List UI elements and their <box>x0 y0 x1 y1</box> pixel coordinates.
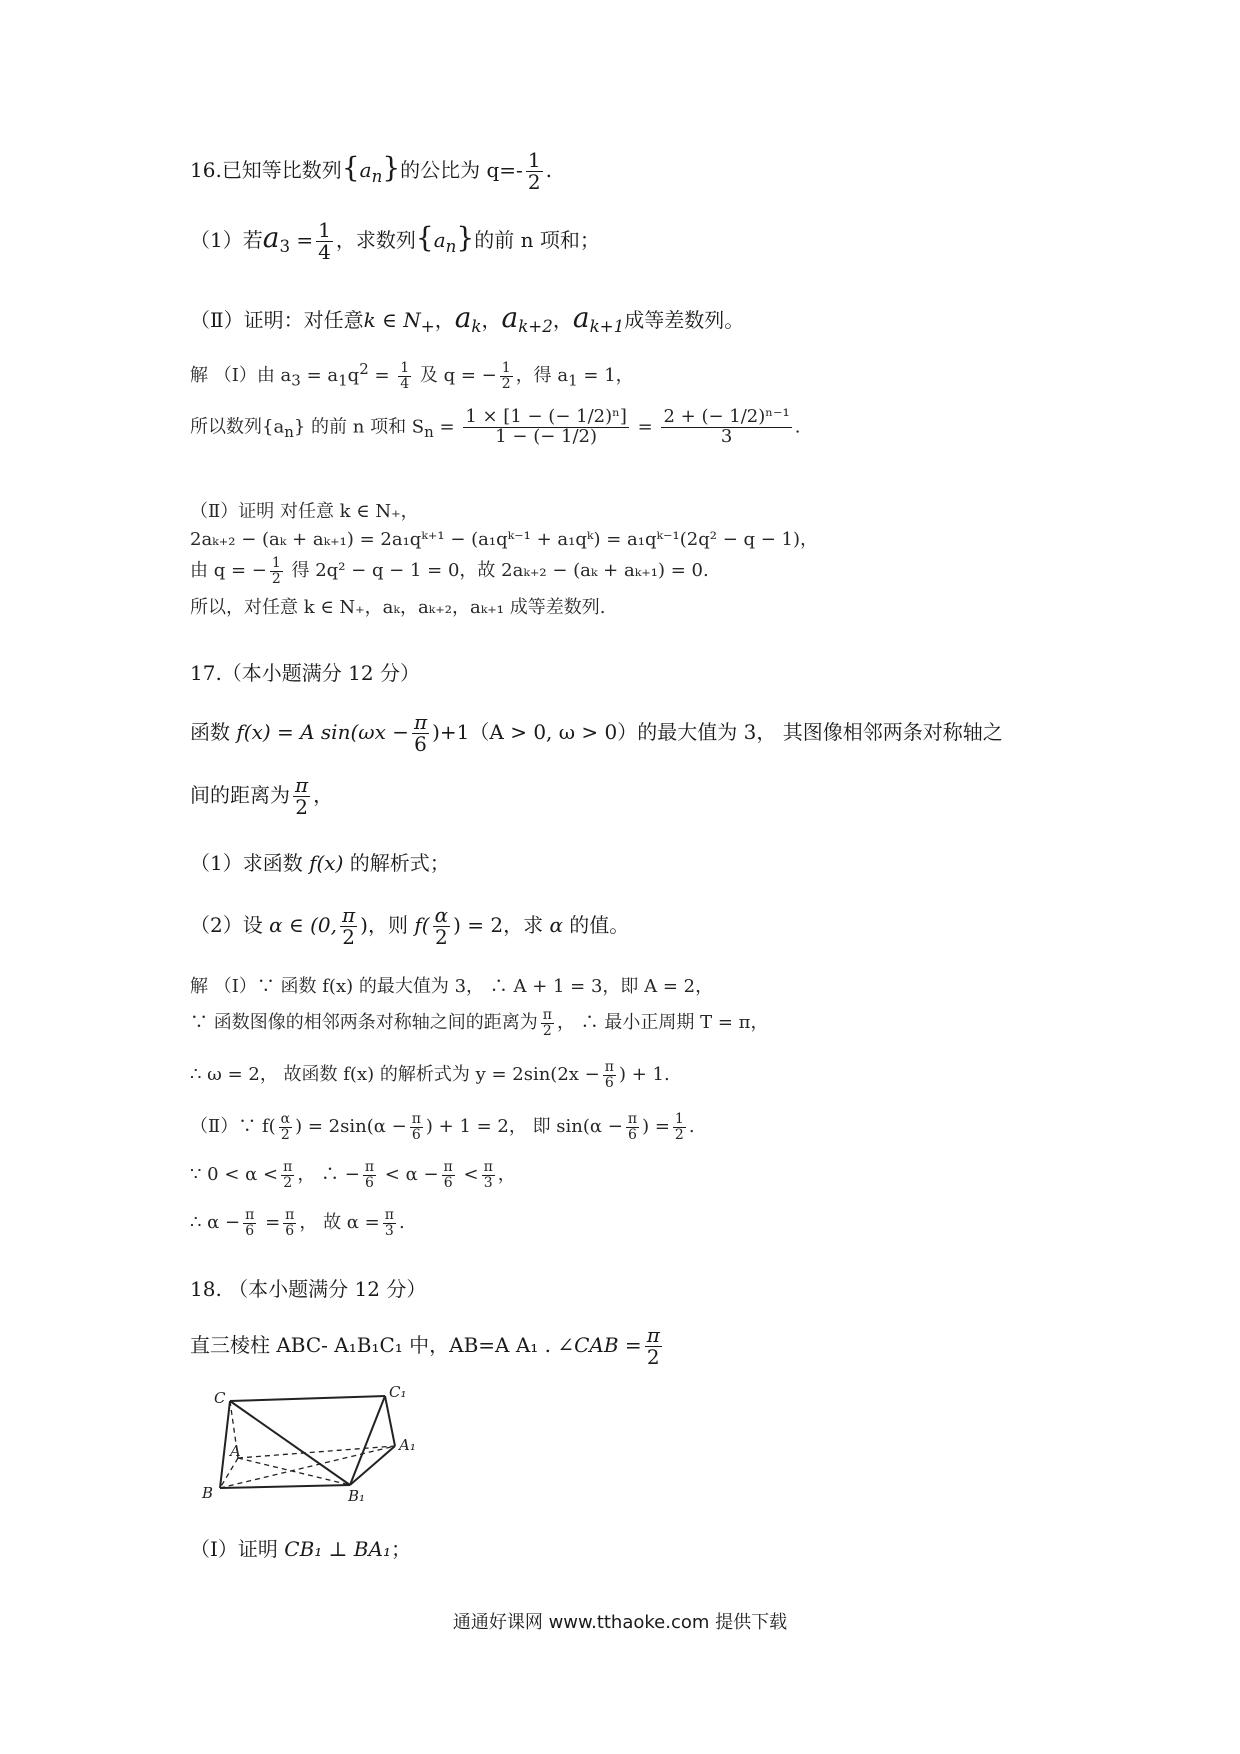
sol17-line4: （Ⅱ）∵ f( $\frac{\alpha}{2}$ ) = 2sin(α − $\frac{\pi}{6}$ ) + 1 = 2， 即 sin(α − $\frac{\pi}{6}$ ) = $\frac{1}{2}$ . <box>190 1111 695 1143</box>
q17-stem-line2: 间的距离为 $\frac{\pi}{2}$ ， <box>190 773 334 819</box>
q17-stem-line1: 函数 f(x) = A sin(ωx − $\frac{\pi}{6}$ )+1（A > 0, ω > 0）的最大值为 3， 其图像相邻两条对称轴之 <box>190 710 1003 756</box>
q18-part1: （Ⅰ）证明 CB₁ ⊥ BA₁； <box>190 1537 411 1561</box>
sol17-line3: ∴ ω = 2， 故函数 f(x) 的解析式为 y = 2sin(2x − $\frac{\pi}{6}$ ) + 1. <box>190 1059 670 1091</box>
q18-stem: 直三棱柱 ABC- A₁B₁C₁ 中，AB=A A₁ . ∠CAB = $\frac{\pi}{2}$ <box>190 1323 660 1369</box>
label-c1: C₁ <box>389 1383 407 1401</box>
label-a1: A₁ <box>399 1436 416 1454</box>
q16-part2: （Ⅱ）证明：对任意k ∈ $N_+$，$a_k$，$a_{k+2}$，$a_{k+1}$成等差数列。 <box>190 301 745 336</box>
label-c: C <box>214 1389 226 1407</box>
prism-figure <box>200 1383 440 1513</box>
label-b: B <box>202 1484 214 1502</box>
q-fraction: $\frac{1}{2}$ <box>527 148 541 194</box>
page-footer: 通通好课网 www.tthaoke.com 提供下载 <box>452 1612 788 1633</box>
q18-heading: 18. （本小题满分 12 分） <box>190 1277 427 1301</box>
sol16-line1: 解 （Ⅰ）由 $a_3 = a_1q^2$ = $\frac{1}{4}$ 及 q = − $\frac{1}{2}$ ，得 $a_1 = 1$， <box>190 359 634 392</box>
label-a: A <box>230 1442 241 1460</box>
sol17-line5: ∵ 0 < α < $\frac{\pi}{2}$ ， ∴ − $\frac{\pi}{6}$ < α − $\frac{\pi}{6}$ < $\frac{\pi}{3}$ ， <box>190 1159 516 1191</box>
sol16-line5: 由 q = − $\frac{1}{2}$ 得 2q² − q − 1 = 0，故 2aₖ₊₂ − (aₖ + aₖ₊₁) = 0. <box>190 555 709 587</box>
sol16-line3: （Ⅱ）证明 对任意 k ∈ N₊， <box>190 501 419 522</box>
a3-fraction: $\frac{1}{4}$ <box>318 218 331 264</box>
q17-heading: 17.（本小题满分 12 分） <box>190 661 420 685</box>
label-b1: B₁ <box>348 1487 366 1505</box>
q17-part1: （1）求函数 f(x) 的解析式； <box>190 851 450 875</box>
sol17-line6: ∴ α − $\frac{\pi}{6}$ = $\frac{\pi}{6}$ ， 故 α = $\frac{\pi}{3}$ . <box>190 1207 405 1239</box>
sol17-line1: 解 （Ⅰ）∵ 函数 f(x) 的最大值为 3， ∴ A + 1 = 3，即 A = 2， <box>190 976 714 997</box>
sol16-line2: 所以数列$\{a_n\}$ 的前 n 项和 $S_n$ = $\frac{\text{1 × [1 − (− 1/2)ⁿ]}}{1 - (- 1/2)}$ = $\frac{\text{2 + (− 1/2)ⁿ⁻¹}}{3}$ . <box>190 406 801 447</box>
sol16-line6: 所以，对任意 k ∈ N₊，aₖ，aₖ₊₂，aₖ₊₁ 成等差数列. <box>190 597 606 618</box>
q16-stem: 16.已知等比数列$\{a_n\}$的公比为 q=- $\frac{1}{2}$ . <box>190 148 552 194</box>
q16-part1: （1）若$a_3$ = $\frac{1}{4}$ ，求数列$\{a_n\}$的前 n 项和； <box>190 218 600 264</box>
sol16-line4: 2aₖ₊₂ − (aₖ + aₖ₊₁) = 2a₁qᵏ⁺¹ − (a₁qᵏ⁻¹ + a₁qᵏ) = a₁qᵏ⁻¹(2q² − q − 1)， <box>190 529 819 550</box>
q17-part2: （2）设 α ∈ (0, $\frac{\pi}{2}$ )，则 f( $\frac{\alpha}{2}$ ) = 2，求 α 的值。 <box>190 903 630 949</box>
sol17-line2: ∵ 函数图像的相邻两条对称轴之间的距离为 $\frac{\pi}{2}$ ， ∴ 最小正周期 T = π， <box>190 1007 769 1039</box>
